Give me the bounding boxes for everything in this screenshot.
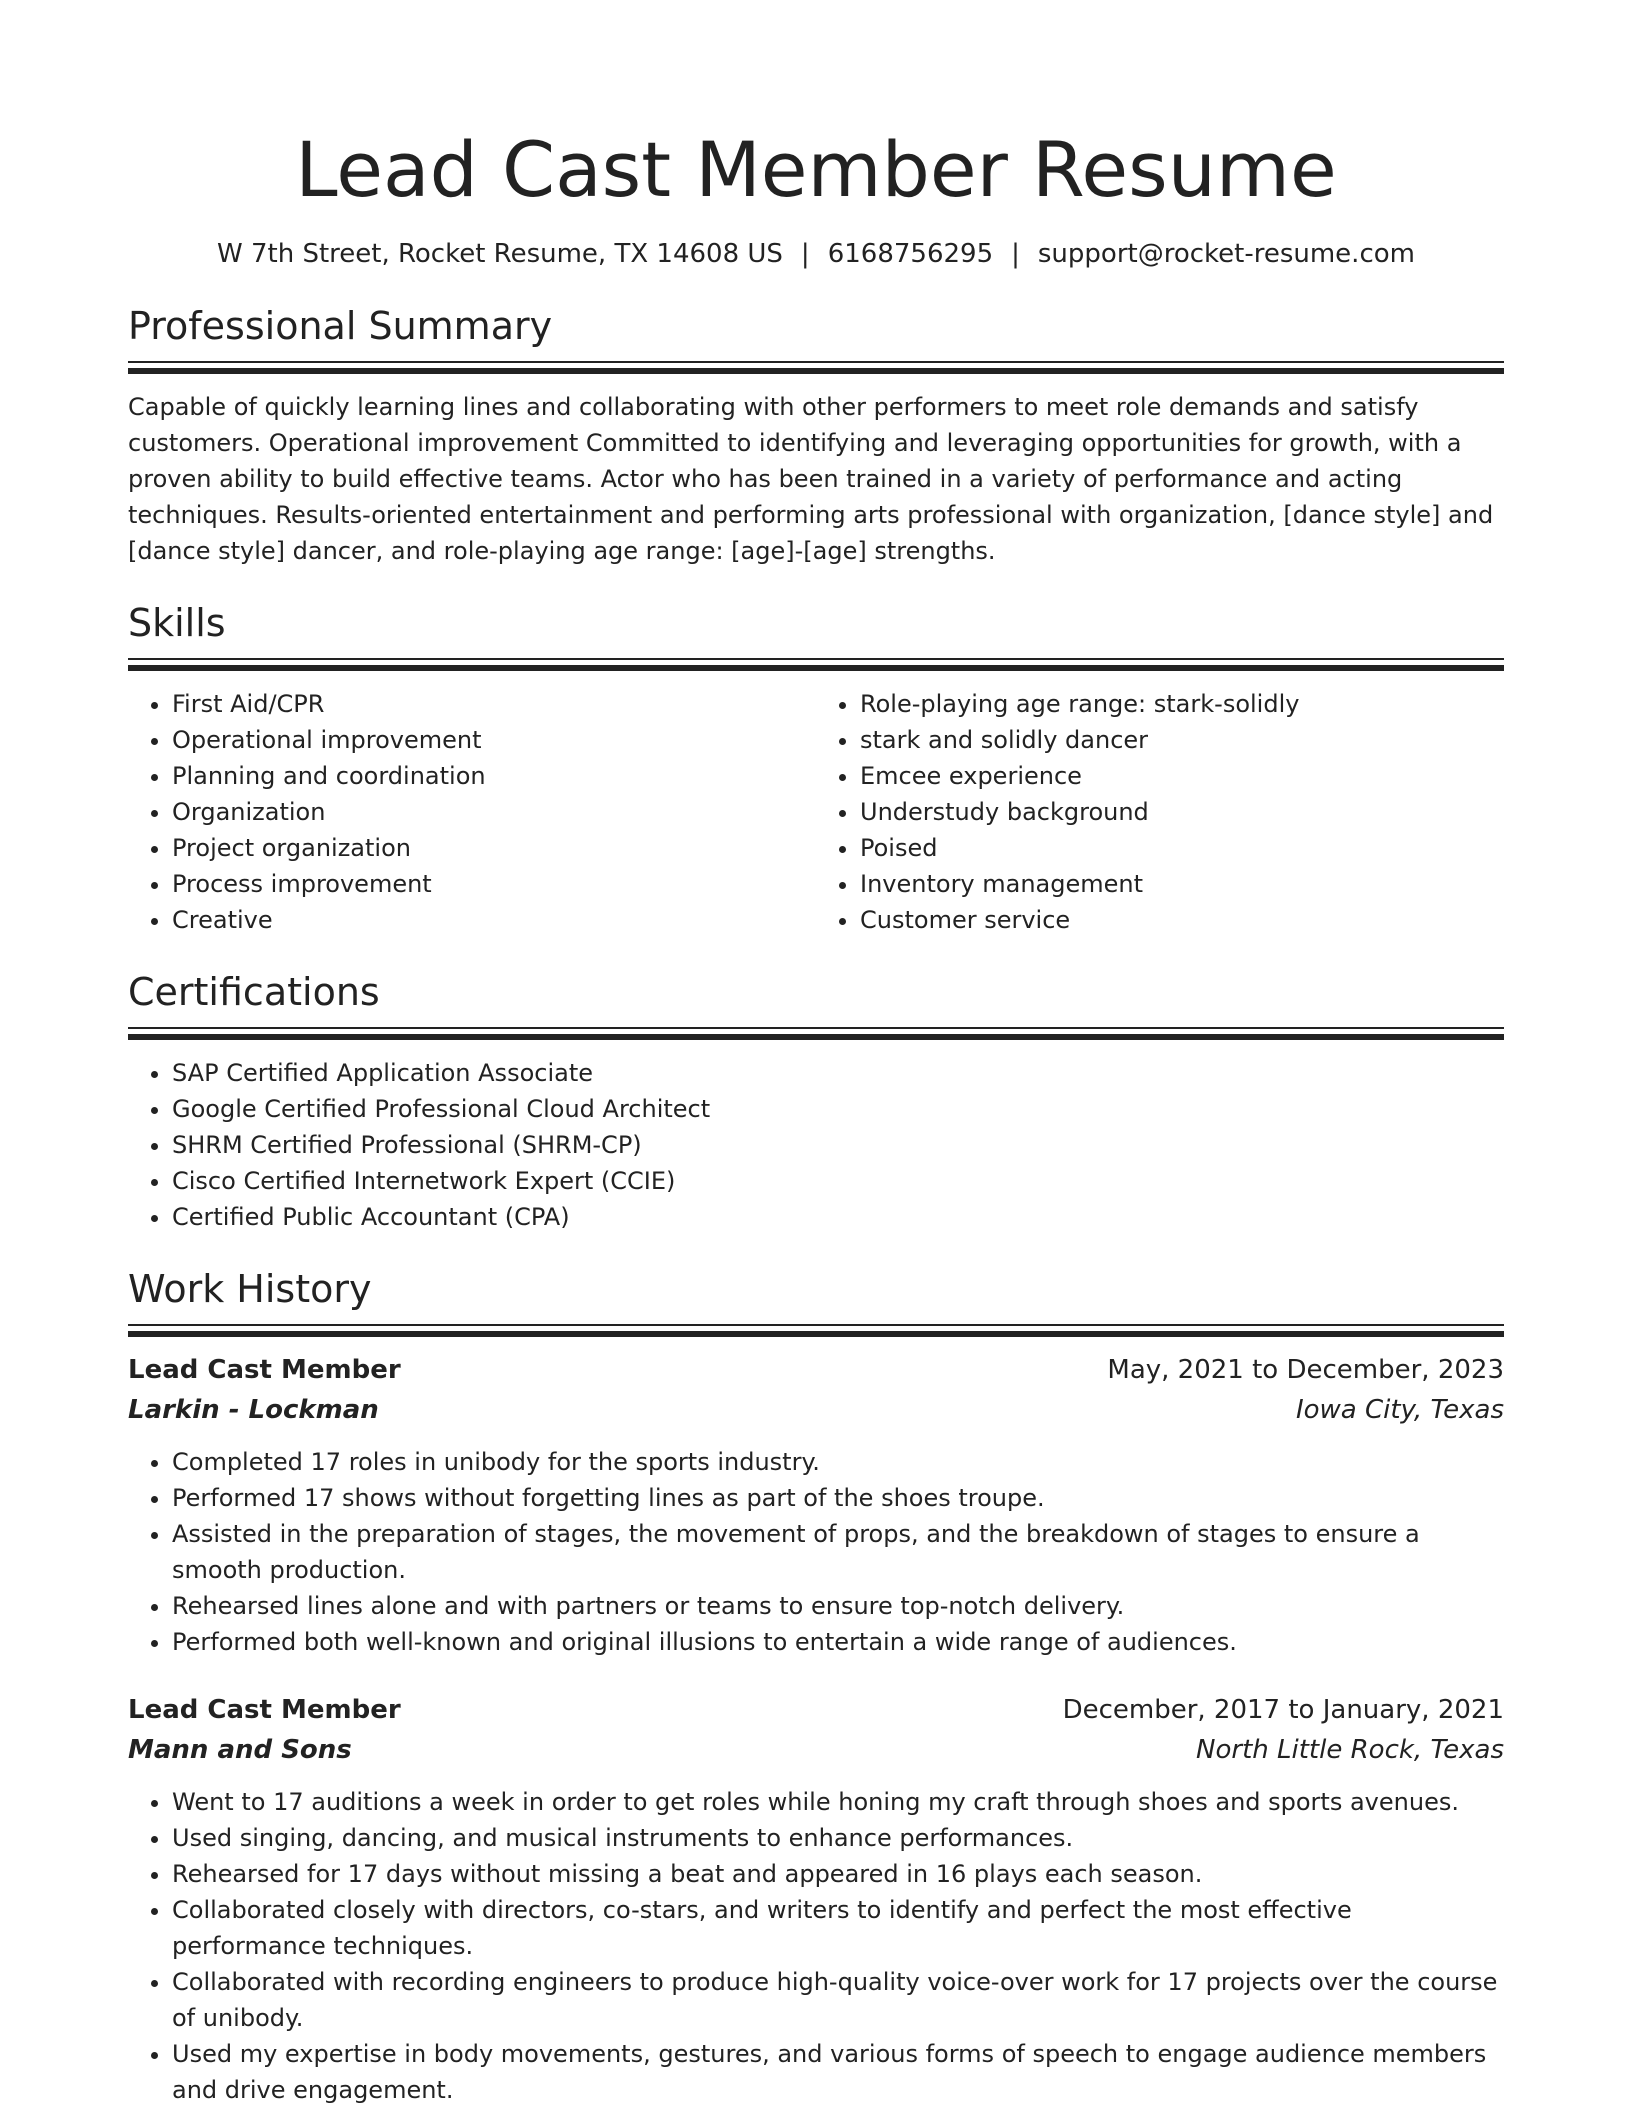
job-subheader xyxy=(128,1730,1504,1770)
skill-item: • Operational improvement xyxy=(172,722,816,758)
skills-columns xyxy=(128,686,1504,938)
job-dates: December, 2017 to January, 2021 xyxy=(1062,1695,1504,1725)
job-title: Lead Cast Member xyxy=(128,1695,401,1725)
skills-section xyxy=(128,598,1504,938)
job-bullet: • Rehearsed for 17 days without missing a beat and appeared in 16 plays each season. xyxy=(172,1856,1504,1892)
skill-item: • Role-playing age range: stark-solidly xyxy=(860,686,1504,722)
summary-section xyxy=(128,301,1504,569)
skills-list-right xyxy=(816,686,1504,938)
job-title: Lead Cast Member xyxy=(128,1355,401,1385)
job-bullet: • Rehearsed lines alone and with partners or teams to ensure top-notch delivery. xyxy=(172,1588,1504,1624)
work-history-heading: Work History xyxy=(128,1267,372,1311)
contact-phone: 6168756295 xyxy=(827,239,994,269)
job-bullet: • Went to 17 auditions a week in order to get roles while honing my craft through shoes and sports avenues. xyxy=(172,1784,1504,1820)
certifications-list xyxy=(128,1055,1504,1235)
certifications-section xyxy=(128,967,1504,1235)
certification-item: • SHRM Certified Professional (SHRM-CP) xyxy=(172,1127,1504,1163)
job-bullet: • Collaborated with recording engineers to produce high-quality voice-over work for 17 projects over the course of unibody. xyxy=(172,1964,1504,2036)
resume-page xyxy=(128,0,1504,2108)
job-bullet: • Used my expertise in body movements, gestures, and various forms of speech to engage audience members and drive engagement. xyxy=(172,2036,1504,2108)
job-header xyxy=(128,1350,1504,1390)
skill-item: • Inventory management xyxy=(860,866,1504,902)
section-divider xyxy=(128,1324,1504,1338)
skills-list-left xyxy=(128,686,816,938)
skill-item: • First Aid/CPR xyxy=(172,686,816,722)
contact-address: W 7th Street, Rocket Resume, TX 14608 US xyxy=(217,239,783,269)
job-entry xyxy=(128,1690,1504,2108)
skill-item: • Project organization xyxy=(172,830,816,866)
skill-item: • stark and solidly dancer xyxy=(860,722,1504,758)
certification-item: • Cisco Certified Internetwork Expert (CCIE) xyxy=(172,1163,1504,1199)
skill-item: • Planning and coordination xyxy=(172,758,816,794)
skill-item: • Customer service xyxy=(860,902,1504,938)
job-company: Larkin - Lockman xyxy=(128,1395,379,1425)
contact-email: support@rocket-resume.com xyxy=(1037,239,1415,269)
certification-item: • Certified Public Accountant (CPA) xyxy=(172,1199,1504,1235)
job-bullet: • Used singing, dancing, and musical instruments to enhance performances. xyxy=(172,1820,1504,1856)
job-header xyxy=(128,1690,1504,1730)
contact-separator: | xyxy=(1011,239,1020,269)
summary-text: Capable of quickly learning lines and collaborating with other performers to meet role demands and satisfy customers. Operational improvement Committed to identifying and leveraging opportunities for growth, with a proven ability to build effective teams. Actor who has been trained in a variety of performance and acting techniques. Results-oriented entertainment and performing arts professional with organization, [dance style] and [dance style] dancer, and role-playing age range: [age]-[age] strengths. xyxy=(128,393,1494,565)
job-company: Mann and Sons xyxy=(128,1735,352,1765)
summary-heading: Professional Summary xyxy=(128,304,553,348)
skill-item: • Creative xyxy=(172,902,816,938)
work-history-section xyxy=(128,1264,1504,2108)
job-entry xyxy=(128,1350,1504,1660)
skill-item: • Poised xyxy=(860,830,1504,866)
skill-item: • Organization xyxy=(172,794,816,830)
certifications-heading: Certifications xyxy=(128,970,380,1014)
job-location: North Little Rock, Texas xyxy=(1196,1735,1504,1765)
certification-item: • Google Certified Professional Cloud Architect xyxy=(172,1091,1504,1127)
job-location: Iowa City, Texas xyxy=(1295,1395,1504,1425)
job-bullet: • Performed 17 shows without forgetting lines as part of the shoes troupe. xyxy=(172,1480,1504,1516)
job-bullet: • Assisted in the preparation of stages, the movement of props, and the breakdown of stages to ensure a smooth production. xyxy=(172,1516,1504,1588)
section-divider xyxy=(128,361,1504,375)
job-bullet: • Collaborated closely with directors, co-stars, and writers to identify and perfect the most effective performance techniques. xyxy=(172,1892,1504,1964)
job-bullets xyxy=(128,1444,1504,1660)
contact-separator: | xyxy=(800,239,810,269)
skill-item: • Emcee experience xyxy=(860,758,1504,794)
skills-heading: Skills xyxy=(128,601,226,645)
resume-title: Lead Cast Member Resume xyxy=(295,125,1337,214)
job-dates: May, 2021 to December, 2023 xyxy=(1107,1355,1504,1385)
skill-item: • Process improvement xyxy=(172,866,816,902)
certification-item: • SAP Certified Application Associate xyxy=(172,1055,1504,1091)
section-divider xyxy=(128,658,1504,672)
job-bullets xyxy=(128,1784,1504,2108)
job-subheader xyxy=(128,1390,1504,1430)
skill-item: • Understudy background xyxy=(860,794,1504,830)
job-bullet: • Completed 17 roles in unibody for the sports industry. xyxy=(172,1444,1504,1480)
contact-line xyxy=(128,236,1504,272)
section-divider xyxy=(128,1027,1504,1041)
job-bullet: • Performed both well-known and original illusions to entertain a wide range of audiences. xyxy=(172,1624,1504,1660)
